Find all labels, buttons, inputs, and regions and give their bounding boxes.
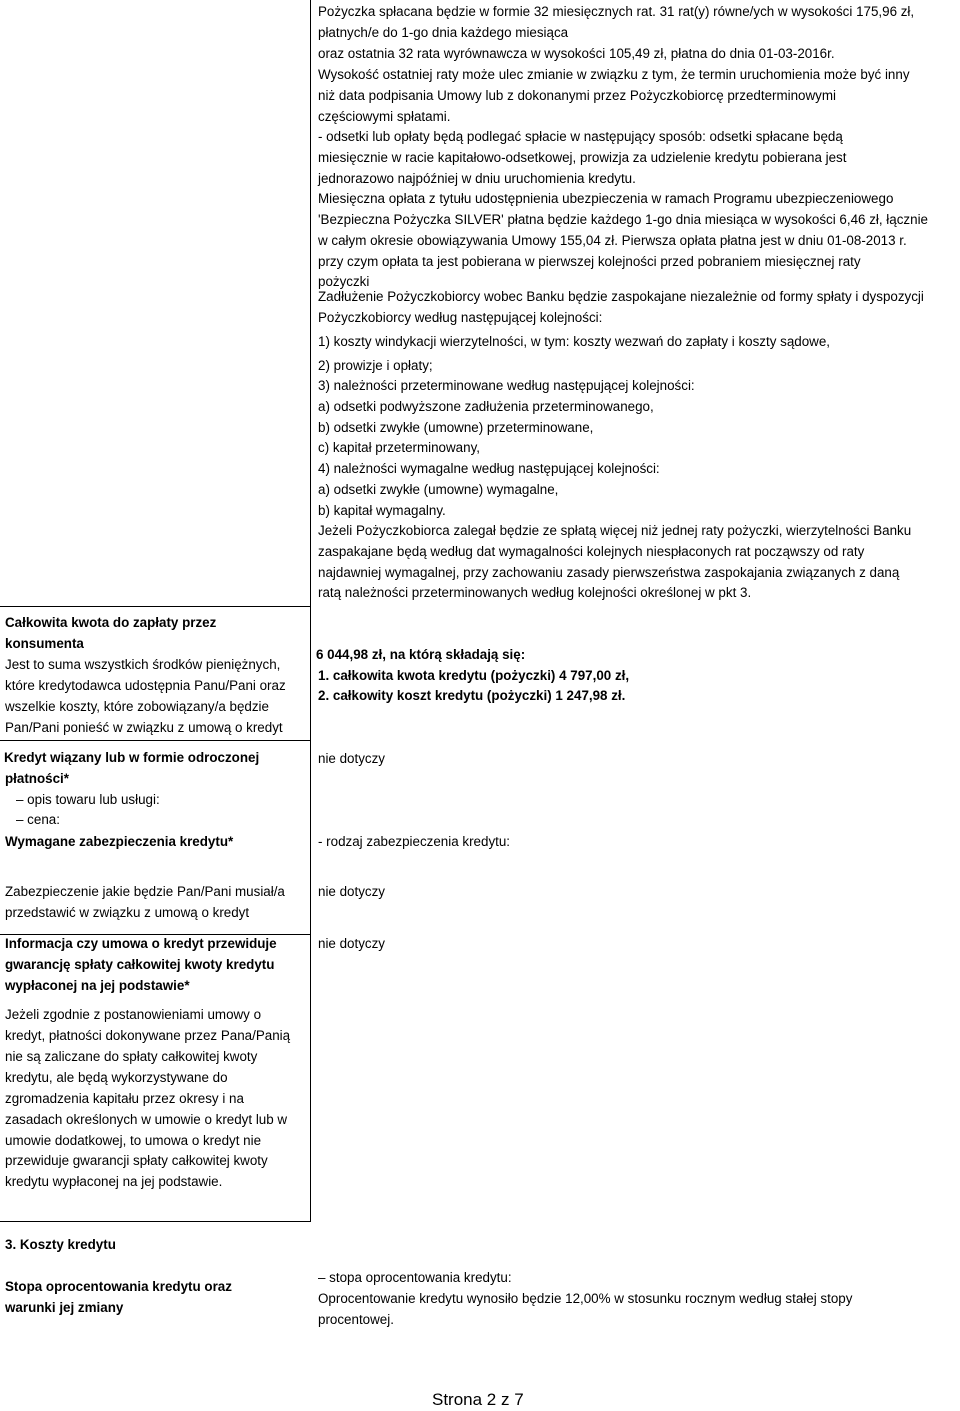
row-description: wszelkie koszty, które zobowiązany/a będzie (5, 699, 269, 714)
row-description: Pan/Pani ponieść w związku z umową o kredyt (5, 720, 283, 735)
table-bottom-border (0, 1221, 311, 1222)
row-description: Jeżeli zgodnie z postanowieniami umowy o (5, 1007, 262, 1022)
column-divider (310, 0, 311, 1222)
text-line: - odsetki lub opłaty będą podlegać spłacie w następujący sposób: odsetki spłacane będą (318, 129, 843, 144)
text-line: oraz ostatnia 32 rata wyrównawcza w wysokości 105,49 zł, płatna do dnia 01-03-2016r. (318, 46, 835, 61)
list-item: 2) prowizje i opłaty; (318, 358, 433, 373)
text-line: Wysokość ostatniej raty może ulec zmianie w związku z tym, że termin uruchomienia może być inny (318, 67, 910, 82)
list-item: a) odsetki podwyższone zadłużenia przeterminowanego, (318, 399, 654, 414)
row-label: przedstawić w związku z umową o kredyt (5, 905, 250, 920)
text-line: w całym okresie obowiązywania Umowy 155,04 zł. Pierwsza opłata płatna jest w dniu 01-08-2013 r. (318, 233, 907, 248)
text-line: częściowymi spłatami. (318, 109, 451, 124)
loan-amount-value: 1. całkowita kwota kredytu (pożyczki) 4 797,00 zł, (318, 668, 630, 683)
row-description: umowie dodatkowej, to umowa o kredyt nie (5, 1133, 262, 1148)
interest-rate-label: – stopa oprocentowania kredytu: (318, 1270, 512, 1285)
text-line: miesięcznie w racie kapitałowo-odsetkowej, prowizja za udzielenie kredytu pobierana jest (318, 150, 847, 165)
list-item: c) kapitał przeterminowany, (318, 440, 480, 455)
list-item: b) odsetki zwykłe (umowne) przeterminowane, (318, 420, 594, 435)
list-item: b) kapitał wymagalny. (318, 503, 446, 518)
row-description: zasadach określonych w umowie o kredyt lub w (5, 1112, 288, 1127)
row-value: - rodzaj zabezpieczenia kredytu: (318, 834, 511, 849)
text-line: przy czym opłata ta jest pobierana w pierwszej kolejności przed pobraniem miesięcznej raty (318, 254, 861, 269)
text-line: jednorazowo najpóźniej w dniu uruchomienia kredytu. (318, 171, 636, 186)
row-label: gwarancję spłaty całkowitej kwoty kredytu (5, 957, 275, 972)
section-title: 3. Koszty kredytu (5, 1237, 116, 1252)
row-label: Wymagane zabezpieczenia kredytu* (5, 834, 234, 849)
list-item: 1) koszty windykacji wierzytelności, w tym: koszty wezwań do zapłaty i koszty sądowe, (318, 334, 830, 349)
item-price-label: – cena: (16, 812, 60, 827)
text-line: Zadłużenie Pożyczkobiorcy wobec Banku będzie zaspokajane niezależnie od formy spłaty i dyspozycji (318, 289, 924, 304)
row-value: nie dotyczy (318, 884, 385, 899)
list-item: a) odsetki zwykłe (umowne) wymagalne, (318, 482, 559, 497)
text-line: Pożyczka spłacana będzie w formie 32 miesięcznych rat. 31 rat(y) równe/ych w wysokości 175,96 zł, (318, 4, 915, 19)
interest-rate-description: procentowej. (318, 1312, 394, 1327)
row-description: nie są zaliczane do spłaty całkowitej kwoty (5, 1049, 258, 1064)
text-line: Jeżeli Pożyczkobiorca zalegał będzie ze spłatą więcej niż jednej raty pożyczki, wierzytelności Banku (318, 523, 912, 538)
row-value: nie dotyczy (318, 936, 385, 951)
list-item: 3) należności przeterminowane według następującej kolejności: (318, 378, 695, 393)
row-label: Stopa oprocentowania kredytu oraz (5, 1279, 232, 1294)
text-line: najdawniej wymagalnej, przy zachowaniu zasady pierwszeństwa zaspokajania związanych z daną (318, 565, 900, 580)
row-label: Całkowita kwota do zapłaty przez (5, 615, 217, 630)
interest-rate-label-text: stopa oprocentowania kredytu: (329, 1270, 512, 1285)
row-description: które kredytodawca udostępnia Panu/Pani oraz (5, 678, 286, 693)
row-description: kredyt, płatności dokonywane przez Pana/Panią (5, 1028, 291, 1043)
row-description: kredytu wypłaconej na jej podstawie. (5, 1174, 223, 1189)
text-line: zaspakajane będą według dat wymagalności kolejnych niespłaconych rat począwszy od raty (318, 544, 865, 559)
row-divider (0, 740, 311, 741)
text-line: 'Bezpieczna Pożyczka SILVER' płatna będzie każdego 1-go dnia miesiąca w wysokości 6,46 zł, łącznie (318, 212, 928, 227)
text-line: ratą należności przeterminowanych według kolejności określonej w pkt 3. (318, 585, 752, 600)
text-line: Pożyczkobiorcy według następującej kolejności: (318, 310, 603, 325)
item-description-label: – opis towaru lub usługi: (16, 792, 160, 807)
row-label: płatności* (5, 771, 69, 786)
row-label: wypłaconej na jej podstawie* (5, 978, 190, 993)
list-item: 4) należności wymagalne według następującej kolejności: (318, 461, 660, 476)
text-line: płatnych/e do 1-go dnia każdego miesiąca (318, 25, 569, 40)
row-description: Jest to suma wszystkich środków pieniężnych, (5, 657, 281, 672)
row-description: przewiduje gwarancji spłaty całkowitej kwoty (5, 1153, 268, 1168)
item-description-text: opis towaru lub usługi: (27, 792, 160, 807)
row-label: Zabezpieczenie jakie będzie Pan/Pani musiał/a (5, 884, 285, 899)
row-value: nie dotyczy (318, 751, 385, 766)
row-label: Kredyt wiązany lub w formie odroczonej (4, 750, 260, 765)
interest-rate-description: Oprocentowanie kredytu wynosiło będzie 12,00% w stosunku rocznym według stałej stopy (318, 1291, 853, 1306)
row-label: Informacja czy umowa o kredyt przewiduje (5, 936, 277, 951)
loan-cost-value: 2. całkowity koszt kredytu (pożyczki) 1 247,98 zł. (318, 688, 626, 703)
page-number: Strona 2 z 7 (432, 1390, 524, 1409)
row-label: warunki jej zmiany (5, 1300, 124, 1315)
total-amount-value: 6 044,98 zł, na którą składają się: (316, 647, 526, 662)
text-line: niż data podpisania Umowy lub z dokonanymi przez Pożyczkobiorcę przedterminowymi (318, 88, 837, 103)
item-price-text: cena: (27, 812, 60, 827)
row-label: konsumenta (5, 636, 84, 651)
row-divider (0, 606, 311, 607)
text-line: Miesięczna opłata z tytułu udostępnienia ubezpieczenia w ramach Programu ubezpieczeniowego (318, 191, 894, 206)
row-description: kredytu, ale będą wykorzystywane do (5, 1070, 228, 1085)
clipped-text-line: pożyczki (318, 274, 370, 289)
row-description: zgromadzenia kapitału przez okresy i na (5, 1091, 244, 1106)
